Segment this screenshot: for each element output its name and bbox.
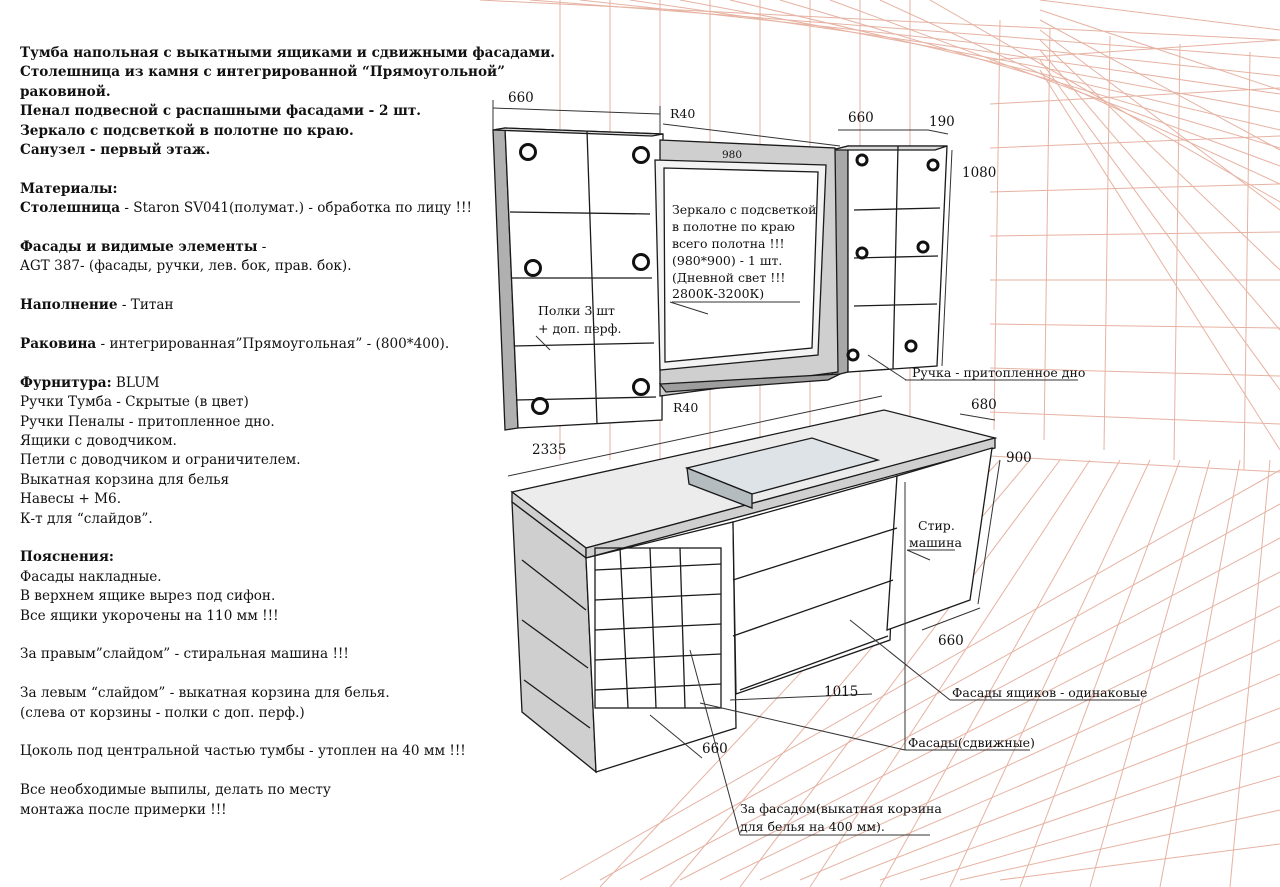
- dim-cab-depth: 190: [929, 114, 955, 130]
- grid-line: [480, 0, 1280, 40]
- notes-heading: Пояснения:: [20, 549, 114, 566]
- hardware-line: [20, 374, 600, 393]
- cutouts-note-2: монтажа после примерки !!!: [20, 801, 227, 818]
- dim-left-module: 660: [702, 741, 728, 757]
- grid-line: [1160, 460, 1240, 887]
- grid-line: [1040, 60, 1280, 390]
- grid-line: [1040, 40, 1280, 270]
- facades-line: [20, 238, 600, 257]
- grid-line: [990, 232, 1280, 236]
- grid-line: [990, 136, 1280, 148]
- dim-vanity-total: 2335: [532, 442, 567, 458]
- countertop-line: [20, 199, 600, 218]
- hardware-item: Ящики с доводчиком.: [20, 433, 177, 450]
- filling-line: [20, 296, 600, 315]
- grid-line: [1230, 460, 1270, 887]
- dim-mirror-width: 980: [722, 149, 743, 161]
- facades-label: Фасады и видимые элементы: [20, 239, 258, 256]
- header-line: Пенал подвесной с распашными фасадами - 2 шт.: [20, 103, 421, 120]
- mirror-note-5: (Дневной свет !!!: [672, 270, 786, 285]
- plinth-note: Цоколь под центральной частью тумбы - утоплен на 40 мм !!!: [20, 743, 466, 760]
- grid-line: [990, 456, 1280, 472]
- dim-left-cab-width: 660: [508, 90, 534, 106]
- grid-line: [530, 0, 1280, 58]
- header-line: Зеркало с подсветкой в полотне по краю.: [20, 122, 354, 139]
- specification-notes: [20, 44, 600, 820]
- basket-note-2: для белья на 400 мм).: [740, 819, 885, 834]
- header-line: Столешница из камня с интегрированной “Прямоугольной” раковиной.: [20, 64, 505, 100]
- hardware-item: Ручки Тумба - Скрытые (в цвет): [20, 394, 249, 411]
- washer-note-1: Стир.: [918, 518, 955, 533]
- grid-line: [840, 708, 1280, 880]
- materials-heading: Материалы:: [20, 180, 118, 197]
- hardware-value: BLUM: [111, 374, 160, 391]
- header-line: Тумба напольная с выкатными ящиками и сдвижными фасадами.: [20, 45, 556, 61]
- notes-item: Все ящики укорочены на 110 мм !!!: [20, 607, 279, 624]
- dim-radius-bottom: R40: [673, 400, 699, 415]
- facades-value: AGT 387- (фасады, ручки, лев. бок, прав. бок).: [20, 258, 352, 275]
- filling-label: Наполнение: [20, 297, 118, 314]
- mirror-note-6: 2800К-3200К): [672, 286, 765, 301]
- mirror-note-1: Зеркало с подсветкой: [672, 202, 817, 217]
- shelves-note-1: Полки 3 шт: [538, 303, 615, 318]
- grid-line: [1040, 30, 1280, 210]
- dim-radius-top: R40: [670, 106, 696, 121]
- grid-line: [680, 0, 1280, 112]
- grid-line: [1090, 460, 1210, 887]
- facades-dash: -: [257, 239, 267, 256]
- grid-line: [800, 674, 1280, 880]
- filling-value: - Титан: [117, 297, 174, 314]
- left-slide-note-2: (слева от корзины - полки с доп. перф.): [20, 704, 305, 721]
- drawer-fronts-note: Фасады ящиков - одинаковые: [952, 685, 1148, 700]
- dim-center-module: 1015: [824, 684, 859, 700]
- header-line: Санузел - первый этаж.: [20, 142, 211, 159]
- dim-cab-height: 1080: [962, 165, 997, 181]
- sliding-fronts-note: Фасады(сдвижные): [908, 735, 1035, 750]
- grid-line: [990, 412, 1280, 424]
- grid-line: [1040, 10, 1280, 90]
- basket-note-1: За фасадом(выкатная корзина: [740, 801, 942, 816]
- sink-line: [20, 335, 600, 354]
- hardware-item: Петли с доводчиком и ограничителем.: [20, 452, 301, 469]
- washer-note-2: машина: [909, 535, 962, 550]
- grid-line: [580, 0, 1280, 76]
- notes-item: В верхнем ящике вырез под сифон.: [20, 588, 276, 605]
- hardware-item: Ручки Пеналы - притопленное дно.: [20, 413, 275, 430]
- grid-line: [1040, 70, 1280, 450]
- grid-line: [1040, 20, 1280, 150]
- dim-right-cab-width: 660: [848, 110, 874, 126]
- grid-line: [830, 0, 1280, 166]
- notes-item: Фасады накладные.: [20, 568, 162, 585]
- countertop-label: Столешница: [20, 200, 121, 217]
- countertop-value: - Staron SV041(полумат.) - обработка по лицу !!!: [120, 200, 472, 217]
- hardware-item: Выкатная корзина для белья: [20, 471, 230, 488]
- mirror: [655, 140, 840, 396]
- sink-label: Раковина: [20, 336, 97, 353]
- hardware-label: Фурнитура:: [20, 374, 112, 391]
- dim-vanity-depth: 680: [971, 397, 997, 413]
- grid-line: [1040, 0, 1280, 30]
- grid-line: [1020, 460, 1180, 887]
- handle-note: Ручка - притопленное дно: [912, 365, 1086, 380]
- mirror-note-2: в полотне по краю: [672, 219, 795, 234]
- right-slide-note: За правым”слайдом” - стиральная машина !!!: [20, 646, 349, 663]
- grid-line: [990, 40, 1280, 60]
- dim-vanity-height: 900: [1006, 450, 1032, 466]
- grid-line: [990, 324, 1280, 328]
- dim-right-module: 660: [938, 633, 964, 649]
- cutouts-note: Все необходимые выпилы, делать по месту: [20, 782, 331, 799]
- grid-line: [1244, 52, 1250, 470]
- mirror-note-4: (980*900) - 1 шт.: [672, 253, 783, 268]
- mirror-note-3: всего полотна !!!: [672, 236, 785, 251]
- left-slide-note: За левым “слайдом” - выкатная корзина для белья.: [20, 685, 390, 702]
- sink-value: - интегрированная”Прямоугольная” - (800*400).: [96, 336, 450, 353]
- hardware-item: К-т для “слайдов”.: [20, 510, 153, 527]
- right-wall-cabinet: [832, 146, 947, 376]
- hardware-item: Навесы + М6.: [20, 491, 122, 508]
- shelves-note-2: + доп. перф.: [538, 321, 622, 336]
